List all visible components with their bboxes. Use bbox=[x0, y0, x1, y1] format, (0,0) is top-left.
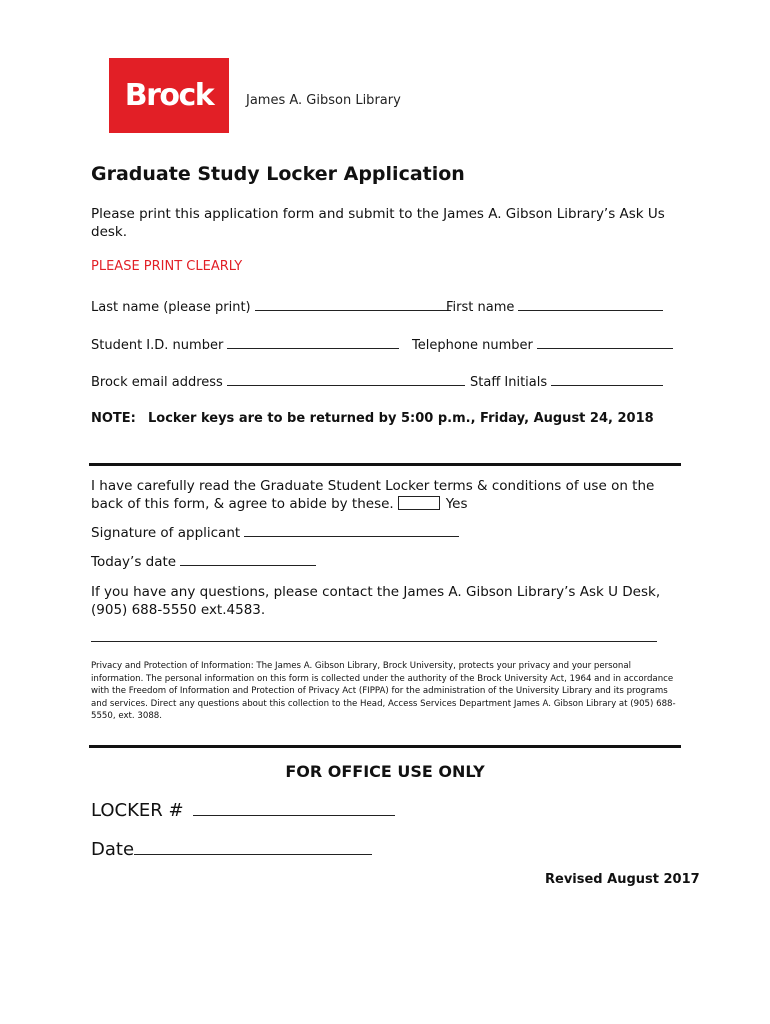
contact-divider bbox=[91, 641, 657, 642]
office-date-row bbox=[91, 836, 372, 860]
todays-date-row bbox=[91, 553, 316, 570]
page-title: Graduate Study Locker Application bbox=[91, 163, 465, 185]
agreement-text bbox=[91, 477, 681, 513]
signature-row bbox=[91, 524, 459, 541]
agreement-statement: I have carefully read the Graduate Student Locker terms & conditions of use on the back of this form, & agree to abide by these. bbox=[91, 478, 655, 512]
office-date-field[interactable] bbox=[134, 836, 372, 855]
privacy-notice: Privacy and Protection of Information: The James A. Gibson Library, Brock University, protects your privacy and your personal information. The personal information on this form is collected under the authority of the Brock University Act, 1964 and in accordance with the Freedom of Information and Protection of Privacy Act (FIPPA) for the administration of the University Library and its programs and services. Direct any questions about this collection to the Head, Access Services Department James A. Gibson Library at (905) 688-5550, ext. 3088. bbox=[91, 661, 676, 722]
first-name-row bbox=[446, 298, 663, 315]
yes-checkbox[interactable] bbox=[398, 496, 440, 510]
brock-logo bbox=[109, 58, 229, 133]
first-name-label: First name bbox=[446, 300, 515, 315]
staff-initials-label: Staff Initials bbox=[470, 375, 548, 390]
locker-field[interactable] bbox=[193, 797, 395, 816]
todays-date-label: Today’s date bbox=[91, 554, 177, 570]
student-id-row bbox=[91, 336, 399, 353]
email-label: Brock email address bbox=[91, 375, 223, 390]
student-id-label: Student I.D. number bbox=[91, 338, 224, 353]
signature-label: Signature of applicant bbox=[91, 525, 241, 541]
note-label: NOTE: bbox=[91, 411, 136, 426]
last-name-label: Last name (please print) bbox=[91, 300, 251, 315]
print-clearly-notice: PLEASE PRINT CLEARLY bbox=[91, 259, 243, 274]
section-divider bbox=[89, 463, 681, 466]
staff-initials-field[interactable] bbox=[551, 373, 663, 386]
telephone-row bbox=[412, 336, 673, 353]
office-divider bbox=[89, 745, 681, 748]
locker-row bbox=[91, 797, 395, 821]
email-row bbox=[91, 373, 465, 390]
telephone-field[interactable] bbox=[537, 336, 673, 349]
staff-initials-row bbox=[470, 373, 663, 390]
student-id-field[interactable] bbox=[227, 336, 399, 349]
note-text: Locker keys are to be returned by 5:00 p.m., Friday, August 24, 2018 bbox=[148, 411, 654, 426]
contact-text: If you have any questions, please contact the James A. Gibson Library’s Ask U Desk, (905) 688-5550 ext.4583. bbox=[91, 584, 661, 618]
logo-text: Brock bbox=[124, 78, 214, 113]
office-use-heading: FOR OFFICE USE ONLY bbox=[285, 762, 485, 781]
todays-date-field[interactable] bbox=[180, 553, 316, 566]
locker-label: LOCKER # bbox=[91, 800, 184, 821]
last-name-row bbox=[91, 298, 451, 315]
yes-label: Yes bbox=[445, 496, 468, 512]
telephone-label: Telephone number bbox=[412, 338, 533, 353]
library-name: James A. Gibson Library bbox=[246, 93, 401, 108]
revised-date: Revised August 2017 bbox=[545, 872, 700, 887]
office-date-label: Date bbox=[91, 839, 135, 860]
email-field[interactable] bbox=[227, 373, 465, 386]
signature-field[interactable] bbox=[244, 524, 459, 537]
first-name-field[interactable] bbox=[518, 298, 663, 311]
intro-text: Please print this application form and submit to the James A. Gibson Library’s Ask Us desk. bbox=[91, 206, 665, 240]
last-name-field[interactable] bbox=[255, 298, 451, 311]
